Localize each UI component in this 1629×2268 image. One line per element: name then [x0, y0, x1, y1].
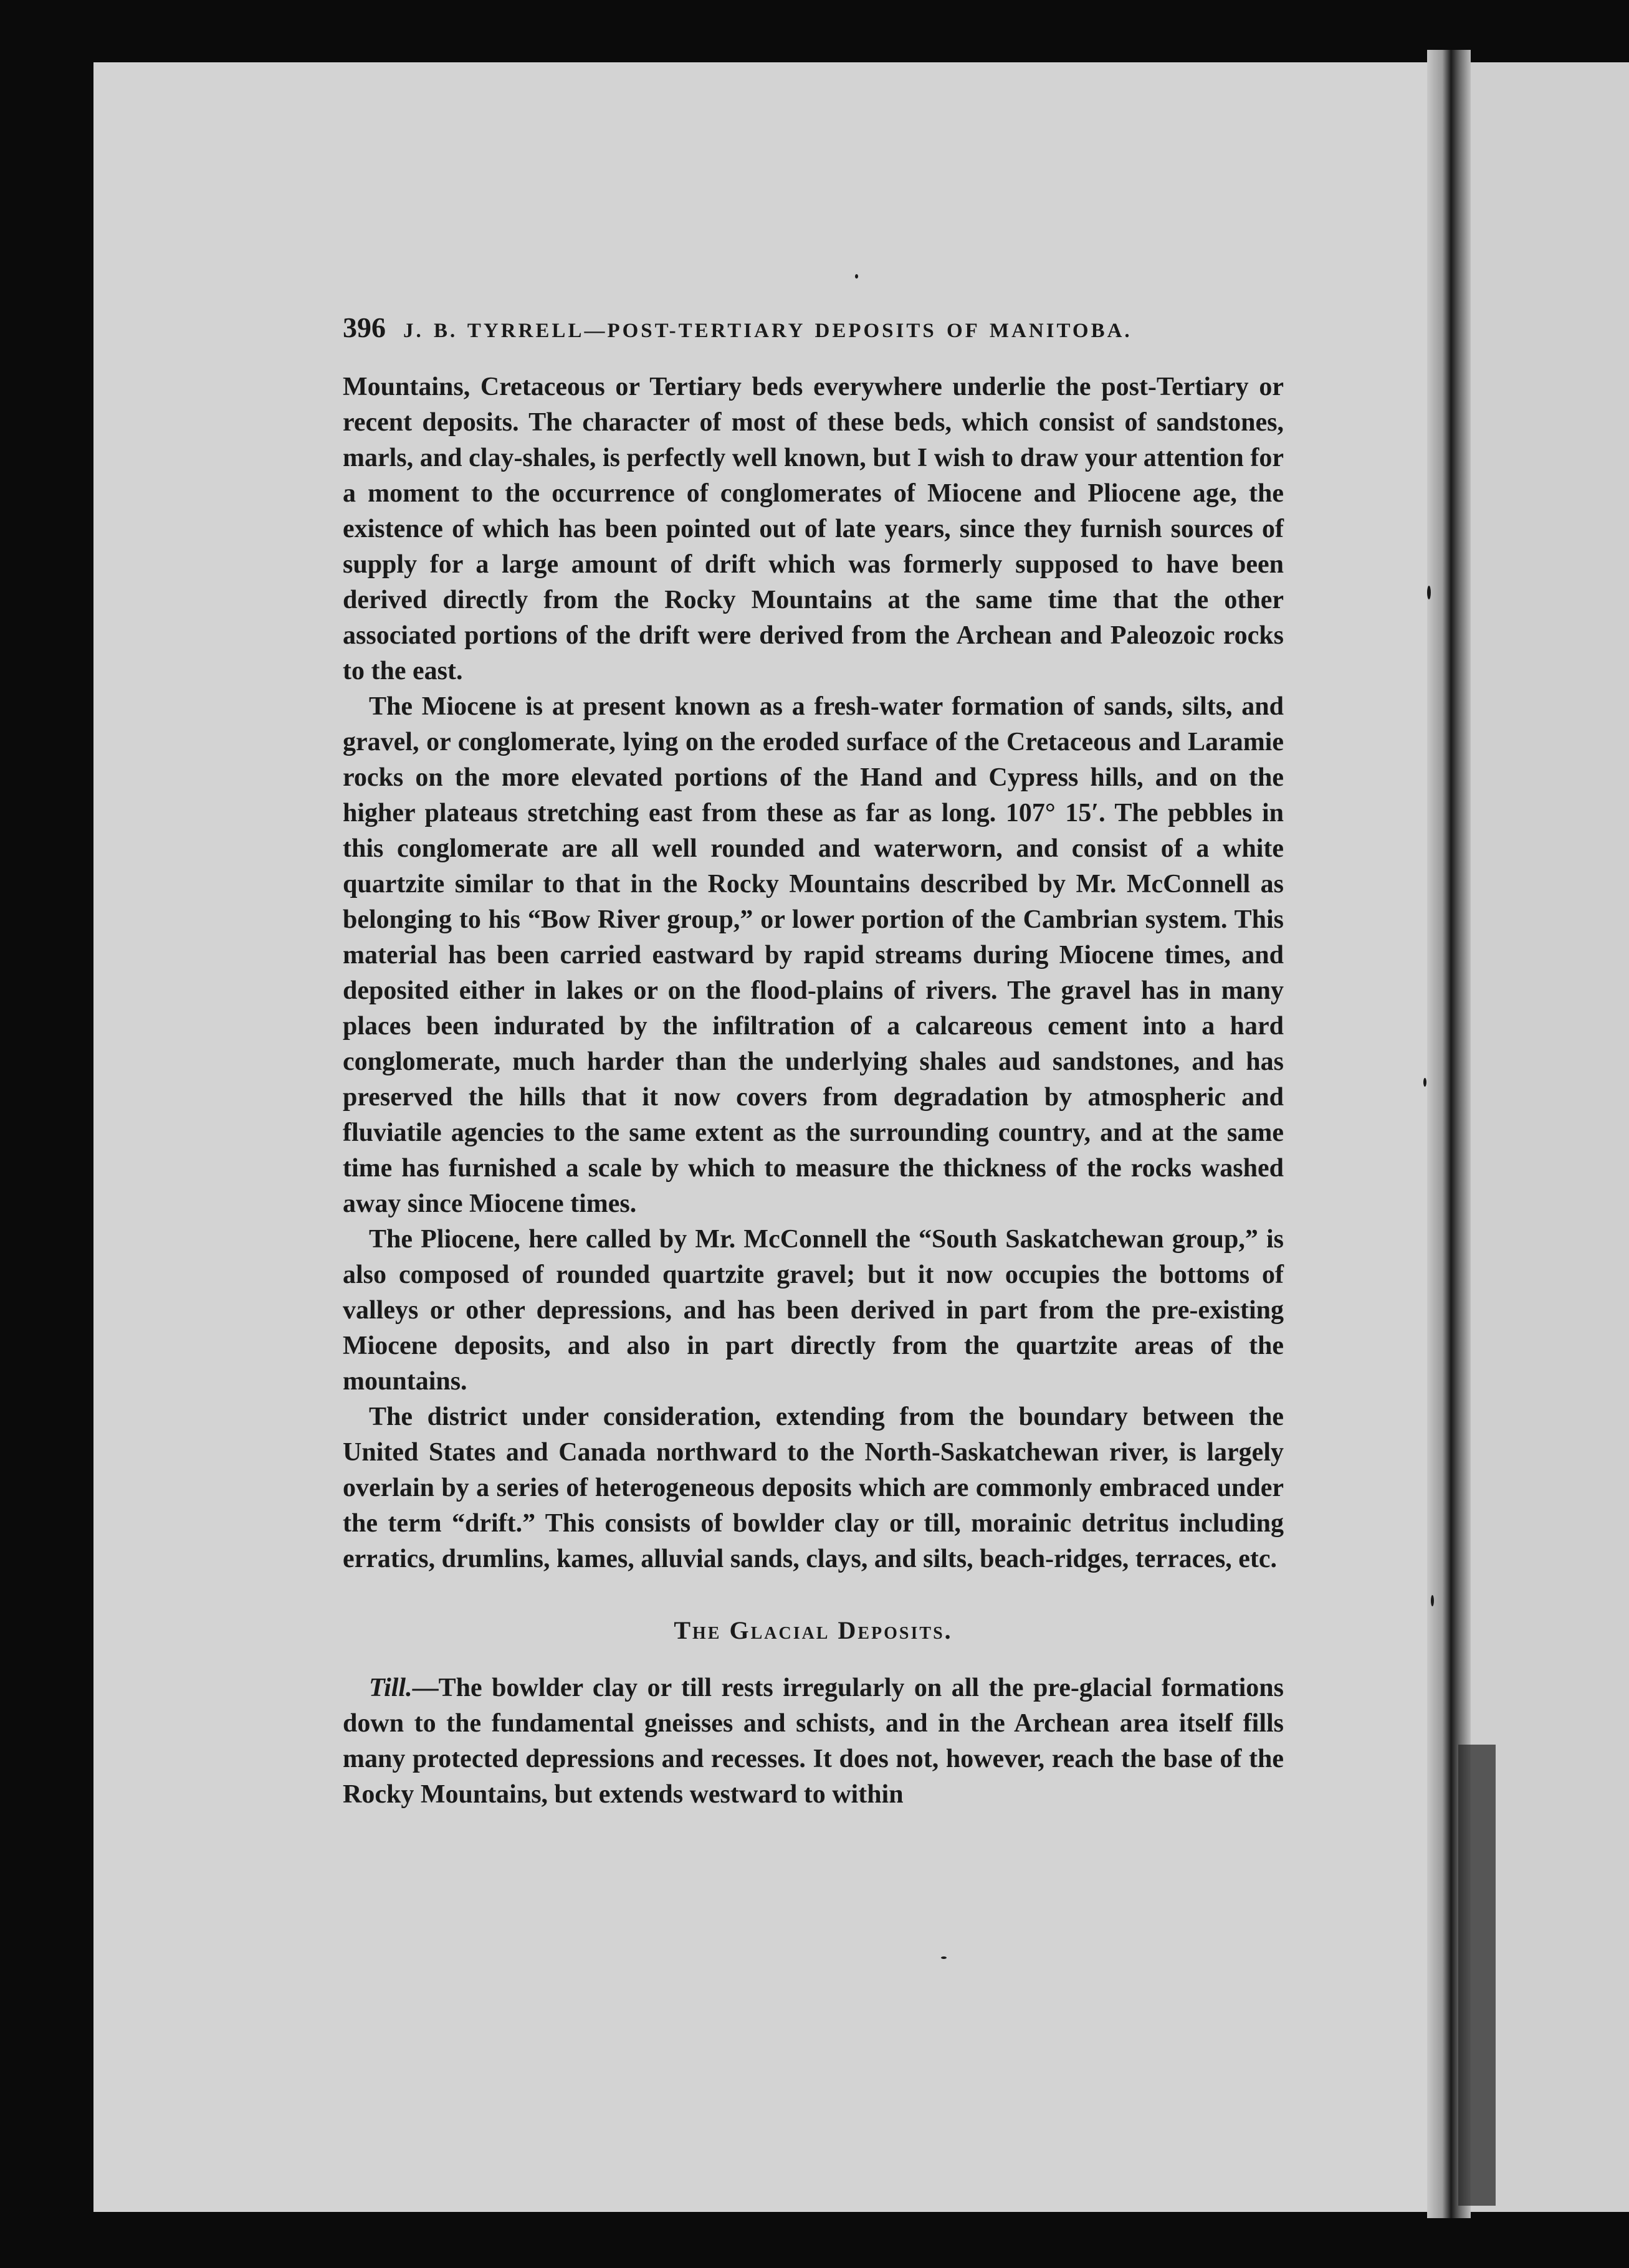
running-head [343, 310, 1284, 348]
paragraph: The Pliocene, here called by Mr. McConnell the “South Saskatchewan group,” is also composed of rounded quartzite gravel; but it now occupies the bottoms of valleys or other depressions, and has been derived in part from the pre-existing Miocene deposits, and also in part directly from the quartzite areas of the mountains. [343, 1225, 1284, 1396]
till-paragraph [343, 1670, 1284, 1813]
paragraph: The Miocene is at present known as a fresh-water formation of sands, silts, and gravel, or conglomerate, lying on the eroded surface of the Cretaceous and Laramie rocks on the more elevated portions of the Hand and Cypress hills, and on the higher plateaus stretching east from these as far as long. 107° 15′. The pebbles in this conglomerate are all well rounded and waterworn, and consist of a white quartzite similar to that in the Rocky Mountains described by Mr. McConnell as belonging to his “Bow River group,” or lower portion of the Cambrian system. This material has been carried eastward by rapid streams during Miocene times, and deposited either in lakes or on the flood-plains of rivers. The gravel has in many places been indurated by the infiltration of a calcareous cement into a hard conglomerate, much harder than the underlying shales aud sandstones, and has preserved the hills that it now covers from degradation by atmospheric and fluviatile agencies to the same extent as the surrounding country, and at the same time has furnished a scale by which to measure the thickness of the rocks washed away since Miocene times. [343, 692, 1284, 1218]
scan-speck [1431, 1595, 1434, 1606]
till-text: —The bowlder clay or till rests irregularly on all the pre-glacial formations down to the fundamental gneisses and schists, and in the Archean area itself fills many protected depressions and recesses. It does not, however, reach the base of the Rocky Mountains, but extends westward to within [343, 1674, 1284, 1809]
paragraph: The district under consideration, extending from the boundary between the United States and Canada northward to the North-Saskatchewan river, is largely overlain by a series of heterogeneous deposits which are commonly embraced under the term “drift.” This consists of bowlder clay or till, morainic detritus including erratics, drumlins, kames, alluvial sands, clays, and silts, beach-ridges, terraces, etc. [343, 1403, 1284, 1573]
scan-speck [1423, 1078, 1426, 1087]
page-text [343, 310, 1284, 1813]
page-number: 396 [343, 312, 386, 343]
scan-speck [855, 274, 858, 279]
section-heading: The Glacial Deposits. [674, 1616, 953, 1644]
running-title: J. B. TYRRELL—POST-TERTIARY DEPOSITS OF MANITOBA. [403, 320, 1132, 342]
scan-speck [1427, 586, 1431, 599]
scan-speck [941, 1956, 947, 1959]
paragraph: Mountains, Cretaceous or Tertiary beds everywhere underlie the post-Tertiary or recent deposits. The character of most of these beds, which consist of sandstones, marls, and clay-shales, is perfectly well known, but I wish to draw your attention for a moment to the occurrence of conglomerates of Miocene and Pliocene age, the existence of which has been pointed out of late years, since they furnish sources of supply for a large amount of drift which was formerly supposed to have been derived directly from the Rocky Mountains at the same time that the other associated portions of the drift were derived from the Archean and Paleozoic rocks to the east. [343, 373, 1284, 685]
gutter-shadow [1458, 1745, 1496, 2206]
till-label: Till. [369, 1674, 413, 1702]
